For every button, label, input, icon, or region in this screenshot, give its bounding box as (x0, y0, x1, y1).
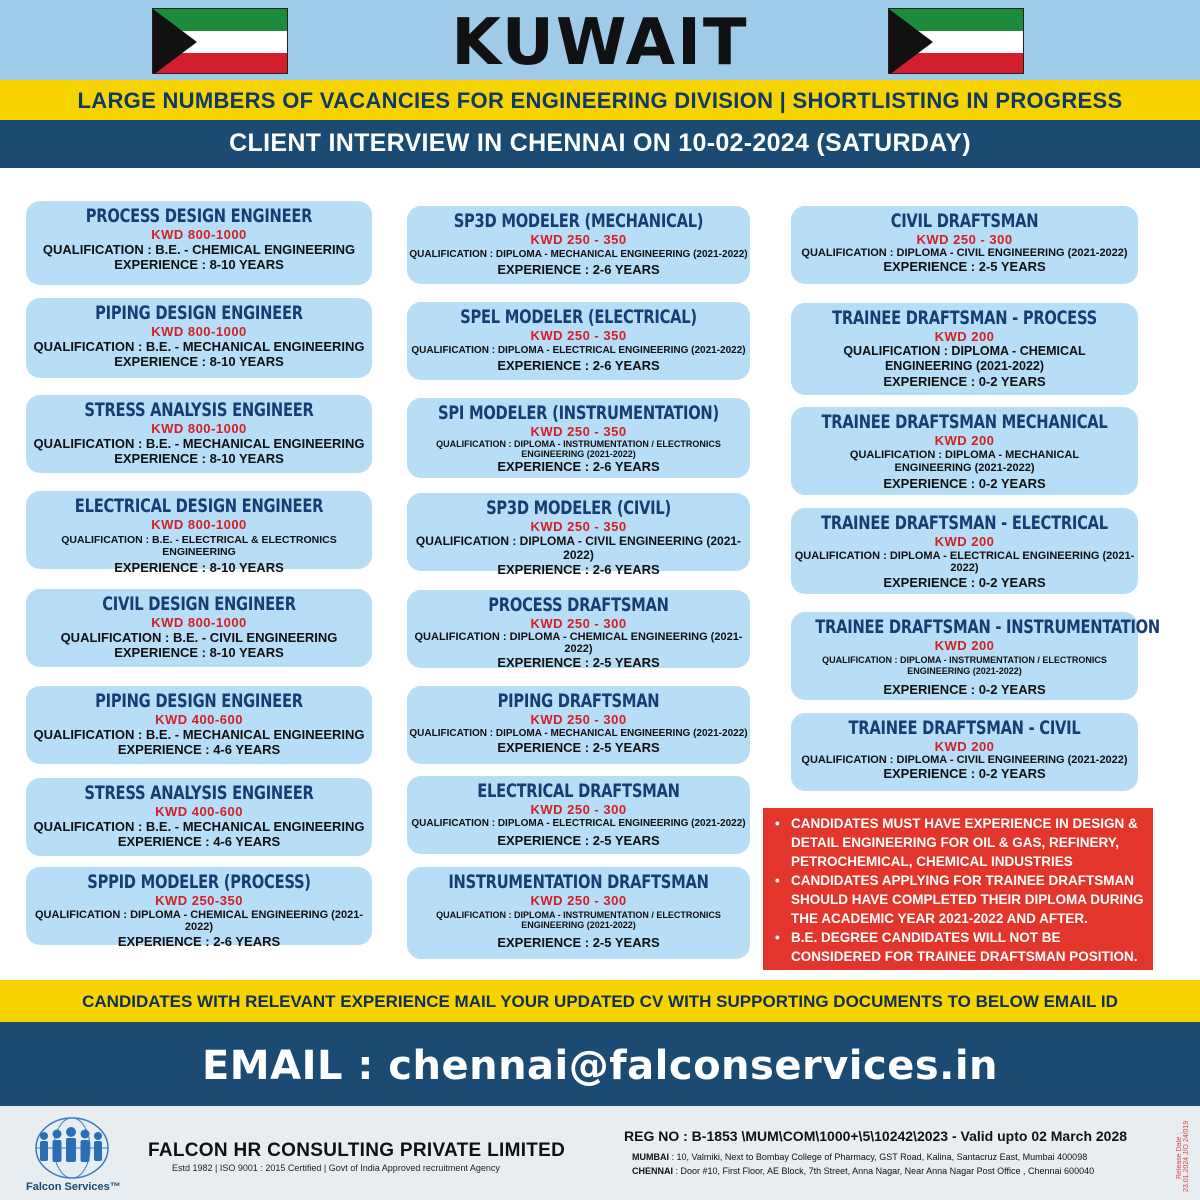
job-title: PIPING DESIGN ENGINEER (95, 690, 303, 712)
job-qualification: QUALIFICATION : DIPLOMA - ELECTRICAL ENGINEERING (2021-2022) (794, 550, 1135, 574)
job-qualification: QUALIFICATION : DIPLOMA - CIVIL ENGINEERING (2021-2022) (801, 754, 1128, 766)
job-card (26, 867, 372, 949)
job-qualification: QUALIFICATION : DIPLOMA - ELECTRICAL ENGINEERING (2021-2022) (411, 818, 746, 829)
job-card (791, 612, 1160, 700)
job-qualification: QUALIFICATION : DIPLOMA - MECHANICAL ENGINEERING (2021-2022) (409, 728, 748, 739)
job-qualification: QUALIFICATION : DIPLOMA - ELECTRICAL ENGINEERING (2021-2022) (411, 345, 746, 356)
job-experience: EXPERIENCE : 0-2 YEARS (883, 374, 1046, 389)
job-card (791, 206, 1138, 284)
note-item: • B.E. DEGREE CANDIDATES WILL NOT BE CONSIDERED FOR TRAINEE DRAFTSMAN POSITION. (771, 928, 1147, 966)
job-title: TRAINEE DRAFTSMAN - INSTRUMENTATION (815, 616, 1160, 638)
job-card (407, 398, 750, 478)
job-experience: EXPERIENCE : 0-2 YEARS (883, 682, 1046, 697)
job-experience: EXPERIENCE : 2-5 YEARS (497, 740, 660, 755)
job-salary: KWD 200 (934, 433, 995, 448)
falcon-logo (22, 1114, 132, 1194)
job-experience: EXPERIENCE : 0-2 YEARS (883, 476, 1046, 491)
job-experience: EXPERIENCE : 4-6 YEARS (117, 834, 281, 849)
requirements-notes (763, 808, 1153, 970)
job-title: TRAINEE DRAFTSMAN MECHANICAL (821, 411, 1108, 433)
job-qualification: QUALIFICATION : DIPLOMA - MECHANICAL ENGINEERING (2021-2022) (849, 449, 1080, 474)
cta-banner: CANDIDATES WITH RELEVANT EXPERIENCE MAIL YOUR UPDATED CV WITH SUPPORTING DOCUMENTS TO BELOW EMAIL ID (0, 980, 1200, 1022)
job-title: STRESS ANALYSIS ENGINEER (84, 399, 314, 421)
job-experience: EXPERIENCE : 2-6 YEARS (497, 562, 660, 577)
note-item: • CANDIDATES APPLYING FOR TRAINEE DRAFTSMAN SHOULD HAVE COMPLETED THEIR DIPLOMA DURING THE ACADEMIC YEAR 2021-2022 AND AFTER. (771, 871, 1147, 928)
job-qualification: QUALIFICATION : B.E. - MECHANICAL ENGINEERING (33, 339, 365, 354)
job-experience: EXPERIENCE : 8-10 YEARS (114, 645, 284, 660)
chennai-address-text: : Door #10, First Floor, AE Block, 7th Street, Anna Nagar, Near Anna Nagar Post Office , Chennai 600040 (673, 1166, 1095, 1176)
job-salary: KWD 400-600 (155, 712, 243, 727)
registration-number: REG NO : B-1853 \MUM\COM\1000+\5\10242\2023 - Valid upto 02 March 2028 (624, 1128, 1128, 1144)
email-banner: EMAIL : chennai@falconservices.in (0, 1022, 1200, 1106)
job-title: CIVIL DESIGN ENGINEER (102, 593, 296, 615)
job-title: INSTRUMENTATION DRAFTSMAN (448, 871, 709, 893)
job-card (26, 686, 372, 764)
job-experience: EXPERIENCE : 0-2 YEARS (883, 766, 1046, 781)
note-item: • CANDIDATES MUST HAVE EXPERIENCE IN DESIGN & DETAIL ENGINEERING FOR OIL & GAS, REFINERY, PETROCHEMICAL, CHEMICAL INDUSTRIES (771, 814, 1147, 871)
job-card (407, 776, 750, 854)
job-title: ELECTRICAL DRAFTSMAN (477, 780, 680, 802)
job-experience: EXPERIENCE : 8-10 YEARS (114, 560, 284, 575)
job-qualification: QUALIFICATION : DIPLOMA - INSTRUMENTATION / ELECTRONICS ENGINEERING (2021-2022) (822, 655, 1107, 676)
job-experience: EXPERIENCE : 8-10 YEARS (114, 257, 284, 272)
job-salary: KWD 250 - 300 (530, 802, 627, 817)
job-card (26, 589, 372, 667)
job-title: TRAINEE DRAFTSMAN - PROCESS (832, 307, 1097, 329)
job-experience: EXPERIENCE : 0-2 YEARS (883, 575, 1046, 590)
job-card (26, 298, 372, 378)
job-salary: KWD 250 - 300 (916, 232, 1013, 247)
mumbai-label: MUMBAI (632, 1152, 669, 1162)
job-salary: KWD 250 - 350 (530, 328, 627, 343)
interview-banner: CLIENT INTERVIEW IN CHENNAI ON 10-02-2024 (SATURDAY) (0, 120, 1200, 168)
job-salary: KWD 800-1000 (151, 324, 247, 339)
job-title: SP3D MODELER (MECHANICAL) (453, 210, 704, 232)
job-qualification: QUALIFICATION : DIPLOMA - CIVIL ENGINEERING (2021-2022) (801, 247, 1128, 259)
job-qualification: QUALIFICATION : DIPLOMA - MECHANICAL ENGINEERING (2021-2022) (409, 249, 748, 260)
job-experience: EXPERIENCE : 4-6 YEARS (117, 742, 281, 757)
job-qualification: QUALIFICATION : B.E. - CHEMICAL ENGINEERING (42, 242, 356, 257)
job-card (407, 493, 750, 577)
company-credentials: Estd 1982 | ISO 9001 : 2015 Certified | Govt of India Approved recruitment Agency (172, 1163, 500, 1173)
job-salary: KWD 250 - 300 (530, 893, 627, 908)
job-salary: KWD 800-1000 (151, 227, 247, 242)
job-salary: KWD 200 (934, 329, 995, 344)
job-card (407, 302, 750, 380)
job-experience: EXPERIENCE : 2-5 YEARS (497, 833, 660, 848)
job-salary: KWD 800-1000 (151, 517, 247, 532)
job-salary: KWD 200 (934, 534, 995, 549)
job-card (407, 206, 750, 284)
job-qualification: QUALIFICATION : B.E. - MECHANICAL ENGINEERING (33, 727, 365, 742)
job-experience: EXPERIENCE : 2-5 YEARS (497, 935, 660, 950)
job-qualification: QUALIFICATION : DIPLOMA - CHEMICAL ENGINEERING (2021-2022) (843, 344, 1086, 373)
logo-text: Falcon Services™ (26, 1181, 121, 1193)
job-title: CIVIL DRAFTSMAN (890, 210, 1039, 232)
mumbai-address-text: : 10, Valmiki, Next to Bombay College of Pharmacy, GST Road, Kalina, Santacruz East, Mumbai 400098 (669, 1152, 1088, 1162)
job-card (791, 407, 1138, 495)
job-card (791, 713, 1138, 791)
job-salary: KWD 200 (934, 638, 995, 653)
job-experience: EXPERIENCE : 2-6 YEARS (497, 459, 660, 474)
job-qualification: QUALIFICATION : DIPLOMA - CHEMICAL ENGINEERING (2021-2022) (35, 909, 363, 933)
job-salary: KWD 400-600 (155, 804, 243, 819)
job-title: ELECTRICAL DESIGN ENGINEER (74, 495, 324, 517)
job-title: SPI MODELER (INSTRUMENTATION) (438, 402, 719, 424)
job-qualification: QUALIFICATION : B.E. - MECHANICAL ENGINEERING (33, 819, 365, 834)
vacancies-banner: LARGE NUMBERS OF VACANCIES FOR ENGINEERING DIVISION | SHORTLISTING IN PROGRESS (0, 80, 1200, 120)
job-title: SPEL MODELER (ELECTRICAL) (460, 306, 697, 328)
job-title: SPPID MODELER (PROCESS) (87, 871, 311, 893)
page-title: KUWAIT (451, 6, 749, 80)
release-date: Release Date : 23.01.2024 J/O 24/019 (1176, 1120, 1190, 1192)
job-salary: KWD 250 - 350 (530, 424, 627, 439)
job-card (26, 395, 372, 473)
job-qualification: QUALIFICATION : DIPLOMA - INSTRUMENTATION / ELECTRONICS ENGINEERING (2021-2022) (436, 910, 721, 930)
job-salary: KWD 250 - 350 (530, 232, 627, 247)
job-title: PIPING DESIGN ENGINEER (95, 302, 303, 324)
chennai-label: CHENNAI (632, 1166, 674, 1176)
job-qualification: QUALIFICATION : B.E. - ELECTRICAL & ELECTRONICS ENGINEERING (61, 534, 337, 558)
job-salary: KWD 250 - 300 (530, 712, 627, 727)
job-card (26, 201, 372, 285)
job-qualification: QUALIFICATION : DIPLOMA - INSTRUMENTATION / ELECTRONICS ENGINEERING (2021-2022) (436, 439, 721, 459)
job-card (26, 778, 372, 856)
job-qualification: QUALIFICATION : B.E. - MECHANICAL ENGINEERING (33, 436, 365, 451)
job-card (791, 303, 1138, 395)
job-title: TRAINEE DRAFTSMAN - CIVIL (848, 717, 1081, 739)
job-experience: EXPERIENCE : 8-10 YEARS (114, 451, 284, 466)
job-salary: KWD 200 (934, 739, 995, 754)
job-experience: EXPERIENCE : 2-6 YEARS (117, 934, 281, 949)
job-title: PROCESS DESIGN ENGINEER (85, 205, 313, 227)
job-title: TRAINEE DRAFTSMAN - ELECTRICAL (821, 512, 1108, 534)
job-salary: KWD 250 - 350 (530, 519, 627, 534)
job-experience: EXPERIENCE : 2-6 YEARS (497, 262, 660, 277)
job-card (26, 491, 372, 575)
job-title: STRESS ANALYSIS ENGINEER (84, 782, 314, 804)
job-title: SP3D MODELER (CIVIL) (486, 497, 671, 519)
job-qualification: QUALIFICATION : DIPLOMA - CHEMICAL ENGINEERING (2021-2022) (414, 631, 743, 655)
job-qualification: QUALIFICATION : DIPLOMA - CIVIL ENGINEERING (2021-2022) (415, 534, 742, 562)
job-card (407, 867, 750, 959)
job-card (407, 590, 750, 668)
mumbai-address (632, 1152, 1087, 1162)
company-name: FALCON HR CONSULTING PRIVATE LIMITED (148, 1140, 566, 1161)
job-experience: EXPERIENCE : 2-5 YEARS (497, 655, 660, 670)
job-card (407, 686, 750, 764)
job-title: PIPING DRAFTSMAN (497, 690, 660, 712)
job-salary: KWD 800-1000 (151, 421, 247, 436)
footer (0, 1106, 1200, 1200)
job-salary: KWD 250 - 300 (530, 616, 627, 631)
job-title: PROCESS DRAFTSMAN (488, 594, 669, 616)
job-experience: EXPERIENCE : 2-5 YEARS (883, 259, 1046, 274)
chennai-address (632, 1166, 1094, 1176)
job-salary: KWD 250-350 (155, 893, 243, 908)
job-salary: KWD 800-1000 (151, 615, 247, 630)
job-experience: EXPERIENCE : 2-6 YEARS (497, 358, 660, 373)
job-qualification: QUALIFICATION : B.E. - CIVIL ENGINEERING (60, 630, 338, 645)
job-card (791, 508, 1138, 594)
job-experience: EXPERIENCE : 8-10 YEARS (114, 354, 284, 369)
